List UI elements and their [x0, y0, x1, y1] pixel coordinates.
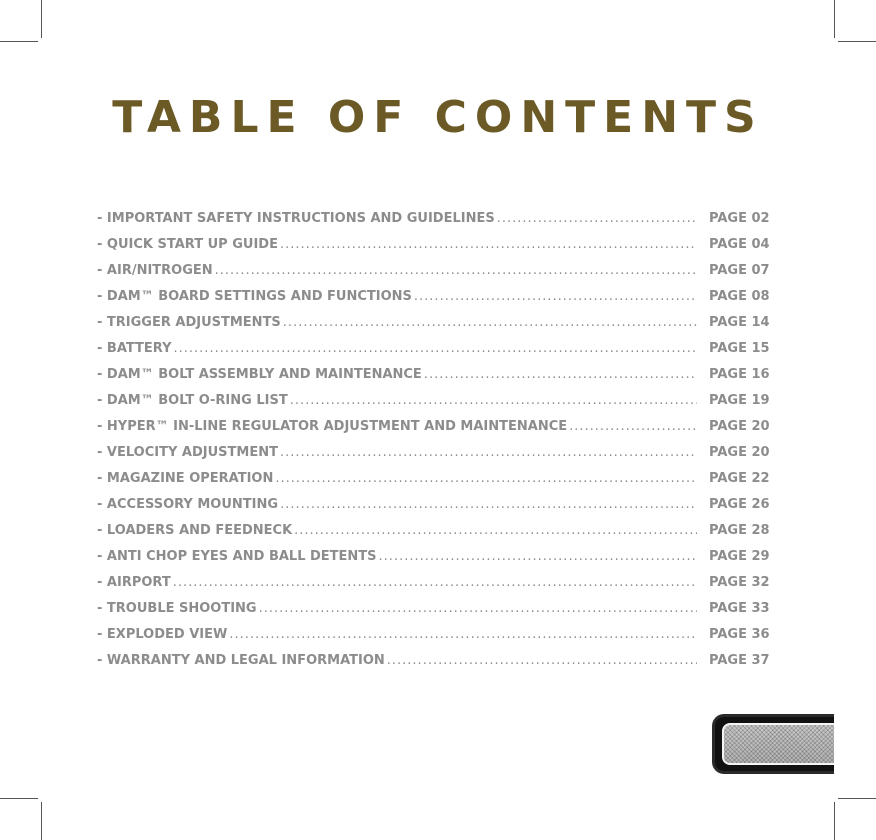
toc-entry[interactable] [97, 445, 777, 471]
toc-entry[interactable] [97, 341, 777, 367]
toc-entry-page: PAGE 36 [709, 627, 770, 642]
table-of-contents [97, 211, 777, 679]
toc-entry-page: PAGE 37 [709, 653, 770, 668]
toc-entry[interactable] [97, 315, 777, 341]
toc-leader-dots [414, 289, 697, 304]
toc-entry-label: - BATTERY [97, 341, 172, 356]
toc-leader-dots [379, 549, 697, 564]
crop-mark-bottom-left-horizontal [0, 798, 38, 799]
crop-mark-top-left-horizontal [0, 41, 38, 42]
toc-entry-label: - EXPLODED VIEW [97, 627, 228, 642]
toc-leader-dots [294, 523, 697, 538]
toc-entry[interactable] [97, 393, 777, 419]
toc-leader-dots [290, 393, 697, 408]
toc-entry-label: - DAM™ BOARD SETTINGS AND FUNCTIONS [97, 289, 412, 304]
toc-entry-page: PAGE 14 [709, 315, 770, 330]
toc-leader-dots [259, 601, 697, 616]
crop-mark-bottom-right-vertical [834, 802, 835, 840]
toc-leader-dots [387, 653, 697, 668]
toc-entry-label: - ANTI CHOP EYES AND BALL DETENTS [97, 549, 377, 564]
toc-entry[interactable] [97, 289, 777, 315]
toc-entry-label: - AIR/NITROGEN [97, 263, 213, 278]
toc-entry-page: PAGE 28 [709, 523, 770, 538]
toc-leader-dots [280, 237, 697, 252]
toc-entry-page: PAGE 08 [709, 289, 770, 304]
toc-entry[interactable] [97, 523, 777, 549]
toc-entry-label: - QUICK START UP GUIDE [97, 237, 278, 252]
toc-entry[interactable] [97, 549, 777, 575]
toc-entry-page: PAGE 20 [709, 419, 770, 434]
toc-entry-page: PAGE 16 [709, 367, 770, 382]
toc-entry-label: - HYPER™ IN-LINE REGULATOR ADJUSTMENT AND MAINTENANCE [97, 419, 568, 434]
toc-entry-label: - LOADERS AND FEEDNECK [97, 523, 293, 538]
crop-mark-top-right-vertical [834, 0, 835, 38]
toc-leader-dots [424, 367, 697, 382]
toc-entry-label: - ACCESSORY MOUNTING [97, 497, 279, 512]
toc-entry-label: - TRIGGER ADJUSTMENTS [97, 315, 281, 330]
toc-leader-dots [215, 263, 697, 278]
toc-entry-page: PAGE 15 [709, 341, 770, 356]
toc-entry[interactable] [97, 263, 777, 289]
toc-leader-dots [174, 341, 697, 356]
toc-entry-page: PAGE 07 [709, 263, 770, 278]
toc-entry-label: - AIRPORT [97, 575, 171, 590]
crop-mark-bottom-right-horizontal [838, 798, 876, 799]
toc-entry-page: PAGE 33 [709, 601, 770, 616]
toc-entry-page: PAGE 19 [709, 393, 770, 408]
toc-entry[interactable] [97, 237, 777, 263]
toc-leader-dots [497, 211, 697, 226]
decorative-tab-texture [722, 723, 834, 765]
toc-leader-dots [173, 575, 697, 590]
toc-entry-page: PAGE 04 [709, 237, 770, 252]
toc-entry-label: - TROUBLE SHOOTING [97, 601, 257, 616]
toc-entry-label: - IMPORTANT SAFETY INSTRUCTIONS AND GUIDELINES [97, 211, 495, 226]
toc-entry-page: PAGE 32 [709, 575, 770, 590]
page-title: TABLE OF CONTENTS [112, 92, 764, 143]
toc-leader-dots [569, 419, 697, 434]
toc-entry-label: - VELOCITY ADJUSTMENT [97, 445, 278, 460]
crop-mark-top-right-horizontal [838, 41, 876, 42]
toc-entry-page: PAGE 22 [709, 471, 770, 486]
toc-entry-label: - MAGAZINE OPERATION [97, 471, 274, 486]
toc-entry[interactable] [97, 471, 777, 497]
toc-entry[interactable] [97, 575, 777, 601]
toc-entry[interactable] [97, 601, 777, 627]
crop-mark-top-left-vertical [41, 0, 42, 38]
toc-entry-page: PAGE 20 [709, 445, 770, 460]
toc-leader-dots [280, 497, 697, 512]
decorative-metal-tab [712, 714, 834, 774]
toc-entry[interactable] [97, 211, 777, 237]
toc-entry[interactable] [97, 497, 777, 523]
toc-entry-label: - DAM™ BOLT ASSEMBLY AND MAINTENANCE [97, 367, 422, 382]
toc-entry-label: - WARRANTY AND LEGAL INFORMATION [97, 653, 385, 668]
toc-leader-dots [229, 627, 697, 642]
crop-mark-bottom-left-vertical [41, 802, 42, 840]
toc-entry-page: PAGE 02 [709, 211, 770, 226]
toc-entry-page: PAGE 26 [709, 497, 770, 512]
toc-entry-page: PAGE 29 [709, 549, 770, 564]
toc-entry[interactable] [97, 627, 777, 653]
toc-entry[interactable] [97, 367, 777, 393]
toc-entry[interactable] [97, 419, 777, 445]
toc-entry-label: - DAM™ BOLT O-RING LIST [97, 393, 288, 408]
toc-leader-dots [275, 471, 697, 486]
toc-leader-dots [280, 445, 697, 460]
toc-entry[interactable] [97, 653, 777, 679]
toc-leader-dots [283, 315, 697, 330]
